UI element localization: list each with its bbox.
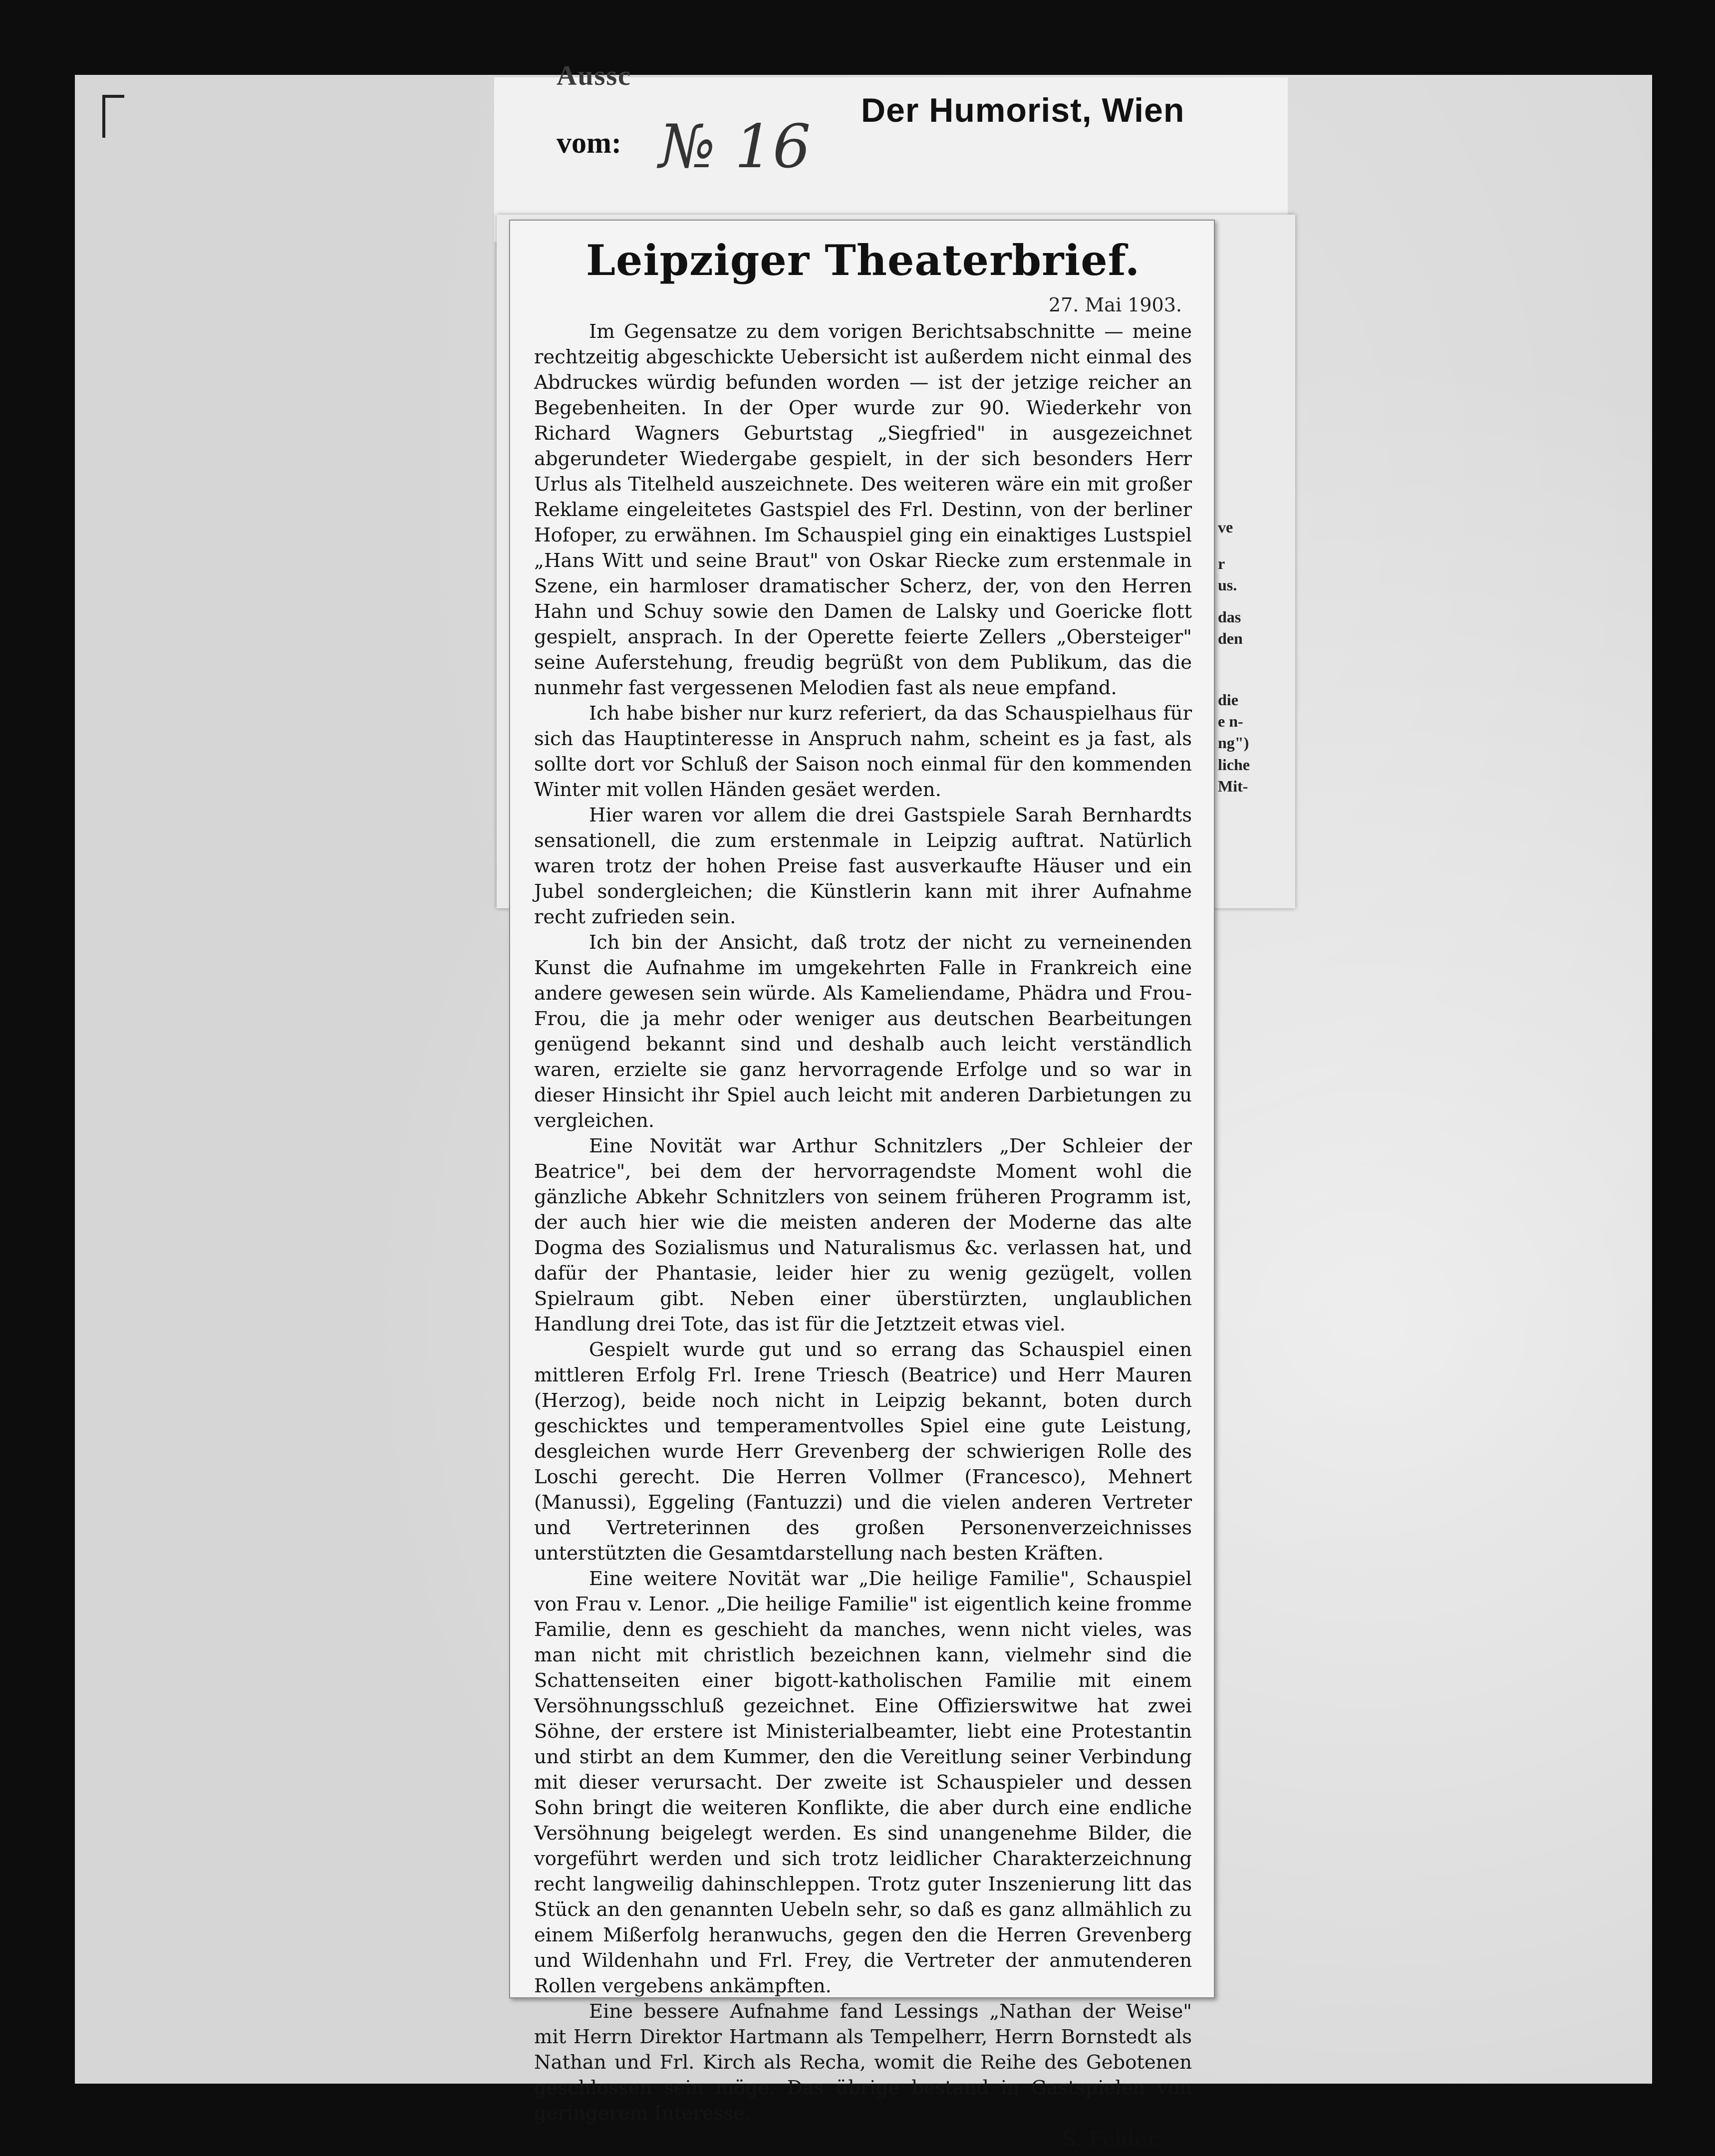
article-paragraph: Ich bin der Ansicht, daß trotz der nicht zu verneinenden Kunst die Aufnahme im umgekehrten Falle in Frankreich eine andere gewesen sein würde. Als Kameliendame, Phädra und Frou-Frou, die ja mehr oder weniger aus deutschen Bearbeitungen genügend bekannt sind und deshalb auch leicht verständlich waren, erzielte sie ganz hervorragende Erfolge und so war in dieser Hinsicht ihr Spiel auch leicht mit anderen Darbietungen zu vergleichen. <box>534 931 1192 1132</box>
publication-stamp: Der Humorist, Wien <box>861 91 1185 129</box>
clipping-content <box>534 236 1192 2151</box>
article-title: Leipziger Theaterbrief. <box>585 236 1141 285</box>
cut-off-header-text: Aussc <box>557 60 632 91</box>
newspaper-clipping <box>509 220 1215 2151</box>
article-paragraph: Gespielt wurde gut und so errang das Schauspiel einen mittleren Erfolg Frl. Irene Triesch (Beatrice) und Herr Mauren (Herzog), beide noch nicht in Leipzig bekannt, boten durch geschicktes und temperamentvolles Spiel eine gute Leistung, desgleichen wurde Herr Grevenberg der schwierigen Rolle des Loschi gerecht. Die Herren Vollmer (Francesco), Mehnert (Manussi), Eggeling (Fantuzzi) und die vielen anderen Vertreter und Vertreterinnen des großen Personenverzeichnisses unterstützten die Gesamtdarstellung nach besten Kräften. <box>534 1339 1192 1565</box>
edge-fragment: ng") <box>1218 734 1249 752</box>
article-paragraph: Hier waren vor allem die drei Gastspiele Sarah Bernhardts sensationell, die zum erstenmale in Leipzig auftrat. Natürlich waren trotz der hohen Preise fast ausverkaufte Häuser und ein Jubel sondergleichen; die Künstlerin kann mit ihrer Aufnahme recht zufrieden sein. <box>534 804 1192 928</box>
edge-fragment: den <box>1218 629 1243 647</box>
vom-label: vom: <box>557 126 621 159</box>
underlying-clipping-edge-text <box>1218 517 1298 797</box>
edge-fragment: liche <box>1218 755 1250 774</box>
article-paragraph: Eine Novität war Arthur Schnitzlers „Der Schleier der Beatrice", bei dem der hervorragendste Moment wohl die gänzliche Abkehr Schnitzlers von seinem früheren Programm ist, der auch hier wie die meisten anderen der Moderne das alte Dogma des Sozialismus und Naturalismus &c. verlassen hat, und dafür der Phantasie, leider hier zu wenig gezügelt, vollen Spielraum gibt. Neben einer überstürzten, unglaublichen Handlung drei Tote, das ist für die Jetztzeit etwas viel. <box>534 1135 1192 1336</box>
article-paragraph: Eine weitere Novität war „Die heilige Familie", Schauspiel von Frau v. Lenor. „Die heilige Familie" ist eigentlich keine fromme Familie, denn es geschieht da manches, wenn nicht vieles, was man nicht mit christlich bezeichnen kann, vielmehr sind die Schattenseiten einer bigott-katholischen Familie mit einem Versöhnungsschluß gezeichnet. Eine Offizierswitwe hat zwei Söhne, der erstere ist Ministerialbeamter, liebt eine Protestantin und stirbt an dem Kummer, den die Vereitlung seiner Verbindung mit dieser verursacht. Der zweite ist Schauspieler und dessen Sohn bringt die weiteren Konflikte, die aber durch eine endliche Versöhnung beigelegt werden. Es sind unangenehme Bilder, die vorgeführt werden und sich trotz leidlicher Charakterzeichnung recht langweilig dahinschleppen. Trotz guter Inszenierung litt das Stück an den genannten Uebeln sehr, so daß es ganz allmählich zu einem Mißerfolg heranwuchs, gegen den die Herren Grevenberg und Wildenhahn und Frl. Frey, die Vertreter der anmutenderen Rollen vergebens ankämpften. <box>534 1568 1192 1997</box>
edge-fragment: das <box>1218 607 1241 626</box>
corner-registration-mark <box>102 95 124 138</box>
edge-fragment: ve <box>1218 518 1233 536</box>
article-paragraph: Eine bessere Aufnahme fand Lessings „Nathan der Weise" mit Herrn Direktor Hartmann als Tempelherr, Herrn Bornstedt als Nathan und Frl. Kirch als Recha, womit die Reihe des Gebotenen geschlossen sein möge. Das übrige bestand in Gastspielen von geringerem Interesse. <box>534 2000 1192 2125</box>
article-paragraph: Ich habe bisher nur kurz referiert, da das Schauspielhaus für sich das Hauptinteresse in Anspruch nahm, scheint es ja fast, als sollte dort vor Schluß der Saison noch einmal für den kommenden Winter mit vollen Händen gesäet werden. <box>534 702 1192 801</box>
edge-fragment: r <box>1218 554 1225 573</box>
article-date: 27. Mai 1903. <box>1048 294 1182 316</box>
edge-fragment: us. <box>1218 576 1237 594</box>
article-paragraph: Im Gegensatze zu dem vorigen Berichtsabschnitte — meine rechtzeitig abgeschickte Uebersicht ist außerdem nicht einmal des Abdruckes würdig befunden worden — ist der jetzige reicher an Begebenheiten. In der Oper wurde zur 90. Wiederkehr von Richard Wagners Geburtstag „Siegfried" in ausgezeichnet abgerundeter Wiedergabe gespielt, in der sich besonders Herr Urlus als Titelheld auszeichnete. Des weiteren wäre ein mit großer Reklame eingeleitetes Gastspiel des Frl. Destinn, von der berliner Hofoper, zu erwähnen. Im Schauspiel ging ein einaktiges Lustspiel „Hans Witt und seine Braut" von Oskar Riecke zum erstenmale in Szene, ein harmloser dramatischer Scherz, der, von den Herren Hahn und Schuy sowie den Damen de Lalsky und Goericke flott gespielt, ansprach. In der Operette feierte Zellers „Obersteiger" seine Auferstehung, freudig begrüßt von dem Publikum, das die nunmehr fast vergessenen Melodien fast als neue empfand. <box>534 320 1192 699</box>
handwritten-issue-number: № 16 <box>659 112 811 182</box>
edge-fragment: e n- <box>1218 712 1243 731</box>
edge-fragment: Mit- <box>1218 777 1248 795</box>
edge-fragment: die <box>1218 690 1238 709</box>
author-signature: S. Felder. <box>1062 2128 1162 2151</box>
